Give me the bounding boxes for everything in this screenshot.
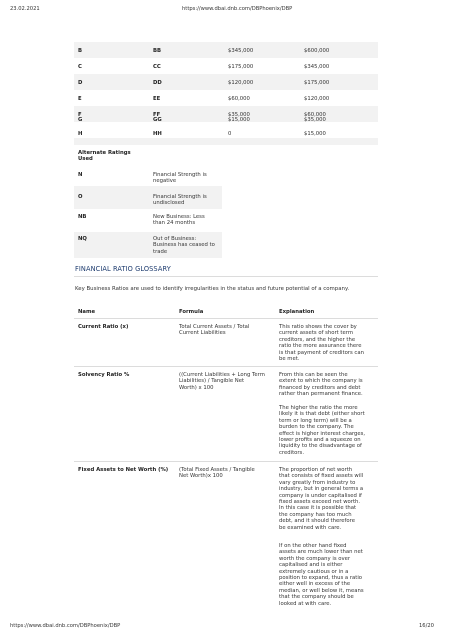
explanation-line: ratio the more assurance there [279,343,362,350]
explanation-line: term or long term) will be a [279,417,352,424]
rating-high: $175,000 [304,80,330,86]
rating-high: $120,000 [304,96,330,102]
row-stripe [74,138,378,145]
column-header-formula: Formula [179,309,204,315]
rating-sub: CC [153,64,161,70]
explanation-line: rather than permanent finance. [279,391,363,398]
ratio-formula [179,324,249,337]
row-stripe [74,106,378,122]
formula-line: Total Current Assets / Total [179,324,250,330]
explanation-line: either well in excess of the [279,581,351,588]
explanation-line: creditors. [279,449,305,456]
desc-line: than 24 months [153,220,196,227]
desc-line: trade [153,248,168,255]
explanation-line: median, or well below it, means [279,587,364,594]
rating-low: 0 [228,131,232,137]
explanation-line: looked at with care. [279,600,332,607]
rating-high: $15,000 [304,131,326,137]
ratio-explanation-continued [279,405,365,456]
explanation-line: extremely cautious or in a [279,568,349,575]
rating-low: $120,000 [228,80,254,86]
desc-line: Business has ceased to [153,242,215,249]
explanation-line: effect is higher interest charges, [279,430,366,437]
explanation-line: be examined with care. [279,524,342,531]
column-header-explanation: Explanation [279,309,315,315]
rating-high: $345,000 [304,64,330,70]
desc-line: Out of Business: [153,236,197,242]
ratio-explanation [279,467,363,531]
divider [74,366,378,367]
explanation-line: company is under capitalised if [279,492,362,499]
rating-code: G [78,117,83,123]
rating-low: $345,000 [228,48,254,54]
divider [74,318,378,319]
formula-line: Liabilities) / Tangible Net [179,378,245,385]
explanation-line: likely it is that debt (either short [279,411,365,418]
alternate-code: O [78,194,83,200]
ratio-name: Solvency Ratio % [78,372,130,378]
explanation-line: burden to the company. The [279,424,354,431]
header-url: https://www.dbai.dnb.com/DBPhoenix/DBP [182,6,293,12]
explanation-line: industry, but in general terms a [279,486,364,493]
rating-sub: FF [153,112,161,118]
rating-low: $15,000 [228,117,250,123]
desc-line: Financial Strength is [153,194,207,200]
rating-high: $60,000 [304,112,326,118]
explanation-line: The higher the ratio the more [279,405,358,411]
explanation-line: creditors, and the higher the [279,336,356,343]
page-number: 16/20 [419,623,434,629]
explanation-line: the company has too much [279,511,352,518]
formula-line: Worth) x 100 [179,384,214,391]
rating-high: $35,000 [304,117,326,123]
explanation-line: that the company should be [279,594,354,601]
explanation-line: current assets of short term [279,330,354,337]
desc-line: undisclosed [153,200,185,207]
ratio-name: Fixed Assets to Net Worth (%) [78,467,169,473]
alternate-code: N [78,172,83,178]
rating-low: $175,000 [228,64,254,70]
explanation-line: From this can be seen the [279,372,348,378]
row-stripe [74,42,378,58]
rating-sub: DD [153,80,162,86]
rating-code: C [78,64,82,70]
explanation-line: financed by creditors and debt [279,384,361,391]
alternate-desc [153,214,205,227]
alternate-desc [153,172,207,185]
explanation-line: liquidity to the disadvantage of [279,443,362,450]
rating-low: $35,000 [228,112,250,118]
rating-low: $60,000 [228,96,250,102]
explanation-line: is that payment of creditors can [279,349,364,356]
formula-line: ((Current Liabilities + Long Term [179,372,265,378]
explanation-line: assets are much lower than net [279,549,363,556]
formula-line: Current Liabilities [179,330,226,337]
alternate-heading-line: Alternate Ratings [78,150,131,156]
formula-line: (Total Fixed Assets / Tangible [179,467,255,473]
explanation-line: extent to which the company is [279,378,363,385]
formula-line: Net Worth)x 100 [179,473,223,480]
explanation-line: In this case it is possible that [279,505,357,512]
alternate-code: NB [78,214,87,220]
rating-sub: GG [153,117,162,123]
rating-code: B [78,48,83,54]
explanation-line: lower profits and a squeeze on [279,437,361,444]
rating-sub: HH [153,131,162,137]
ratio-explanation [279,372,363,398]
explanation-line: The proportion of net worth [279,467,353,473]
ratio-formula [179,372,265,391]
ratio-formula [179,467,255,480]
rating-sub: BB [153,48,162,54]
explanation-line: capitalised and is either [279,562,343,569]
ratio-explanation [279,324,364,362]
alternate-heading [78,150,131,163]
row-stripe [74,74,378,90]
section-title: FINANCIAL RATIO GLOSSARY [75,265,171,273]
desc-line: Financial Strength is [153,172,207,178]
glossary-intro: Key Business Ratios are used to identify irregularities in the status and future potential of a company. [75,286,350,292]
divider [74,461,378,462]
rating-code: E [78,96,82,102]
explanation-line: that consists of fixed assets will [279,473,364,480]
footer-url: https://www.dbai.dnb.com/DBPhoenix/DBP [10,623,121,629]
divider [74,276,378,277]
desc-line: New Business: Less [153,214,205,220]
rating-high: $600,000 [304,48,330,54]
alternate-heading-line: Used [78,156,93,163]
rating-code: D [78,80,83,86]
explanation-line: debt, and it should therefore [279,518,355,525]
explanation-line: fixed assets exceed net worth. [279,499,361,506]
rating-sub: EE [153,96,161,102]
print-date: 23.02.2021 [10,6,40,12]
alternate-desc [153,236,215,255]
ratio-name: Current Ratio (x) [78,324,129,330]
rating-code: F [78,112,82,118]
ratio-explanation-continued [279,543,364,607]
alternate-desc [153,194,207,207]
explanation-line: worth the company is over [279,555,351,562]
alternate-code: NQ [78,236,87,242]
explanation-line: If on the other hand fixed [279,543,347,549]
column-header-name: Name [78,309,96,315]
desc-line: negative [153,178,177,185]
rating-code: H [78,131,83,137]
explanation-line: position to expand, thus a ratio [279,575,363,582]
explanation-line: This ratio shows the cover by [279,324,357,330]
explanation-line: vary greatly from industry to [279,479,356,486]
explanation-line: be met. [279,356,300,363]
